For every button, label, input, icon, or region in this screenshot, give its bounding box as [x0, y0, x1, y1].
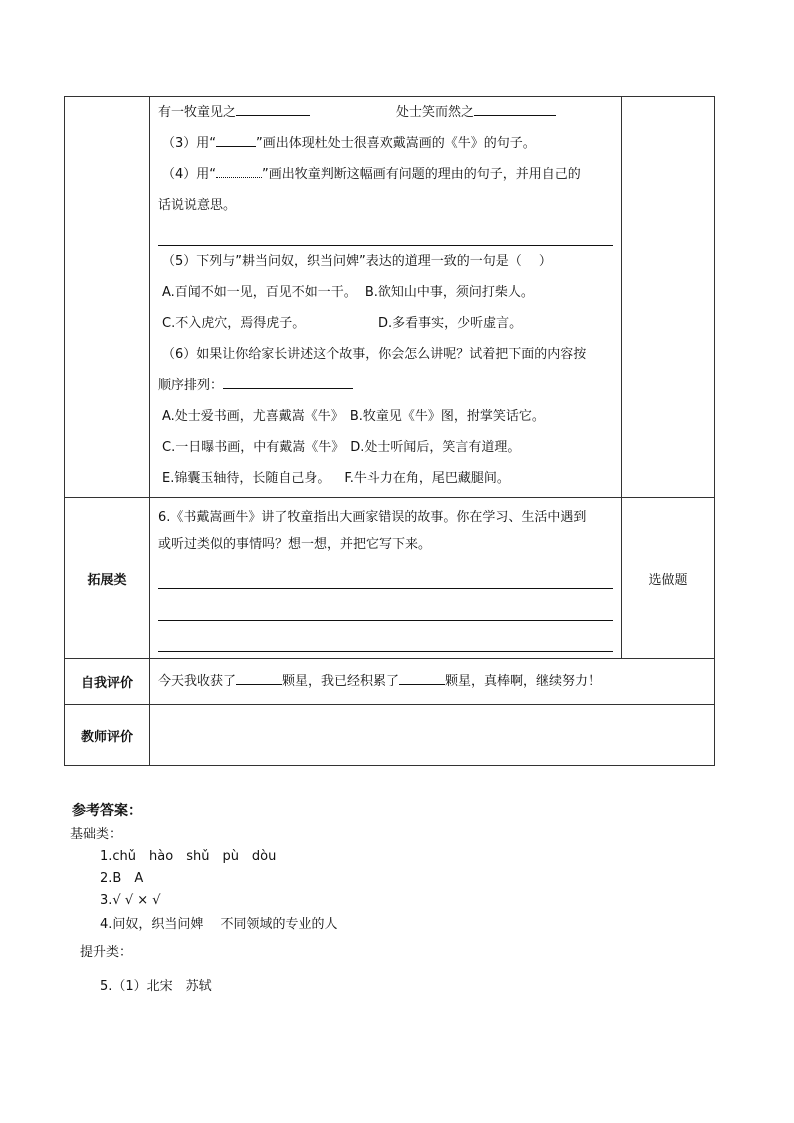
q4-line-2 — [158, 190, 613, 221]
q6-options-cd — [158, 432, 613, 463]
extension-text-line-2 — [158, 533, 613, 557]
q6-option-c: C.一日曝书画，中有戴嵩《牛》 — [162, 440, 345, 455]
answer-blank[interactable] — [474, 97, 556, 116]
answer-4: 4.问奴，织当问婢 不同领域的专业的人 — [100, 917, 338, 932]
straight-underline-mark — [216, 132, 256, 147]
q6-option-f: F.牛斗力在角，尾巴藏腿间。 — [344, 471, 510, 486]
questions-cell — [150, 97, 622, 498]
q5-text: （5）下列与”耕当问奴，织当问婢”表达的道理一致的一句是（ ） — [162, 254, 552, 269]
optional-note: 选做题 — [622, 498, 715, 659]
answer-1: 1.chǔ hào shǔ pù dòu — [100, 849, 277, 864]
answer-heading: 参考答案： — [72, 803, 142, 819]
q2-phrase-b-wrap — [396, 97, 556, 128]
q5-option-d[interactable]: D.多看事实，少听虚言。 — [378, 316, 523, 331]
table-row-teacher-eval — [65, 705, 715, 766]
table-row-self-eval — [65, 659, 715, 705]
q6-option-d: D.处士听闻后，笑言有道理。 — [350, 440, 521, 455]
extension-text: 6.《书戴嵩画牛》讲了牧童指出大画家错误的故事。你在学习、生活中遇到 — [158, 510, 587, 525]
q2-line — [158, 97, 613, 128]
q4-prefix: （4）用“ — [162, 167, 217, 182]
answer-5: 5.（1）北宋 苏轼 — [100, 979, 212, 994]
writing-line-3[interactable] — [158, 621, 613, 652]
q6-line — [158, 339, 613, 370]
order-answer-blank[interactable] — [223, 370, 353, 389]
extension-text-line-1 — [158, 502, 613, 533]
answer-key — [72, 800, 338, 1000]
q6-options-ab — [158, 401, 613, 432]
teacher-eval-cell[interactable] — [150, 705, 715, 766]
q6-option-a: A.处士爱书画，尤喜戴嵩《牛》 — [162, 409, 344, 424]
q5-options-ab — [158, 277, 613, 308]
stars-total-blank[interactable] — [399, 666, 445, 685]
stars-today-blank[interactable] — [236, 666, 282, 685]
self-eval-text-c: 颗星，真棒啊，继续努力！ — [445, 674, 602, 689]
q6-option-e: E.锦囊玉轴待，长随自己身。 — [162, 471, 331, 486]
advanced-label: 提升类： — [80, 945, 133, 960]
q6-options-ef — [158, 463, 613, 497]
table-row-extension — [65, 498, 715, 659]
q6-text: （6）如果让你给家长讲述这个故事，你会怎么讲呢？试着把下面的内容按 — [162, 347, 587, 362]
q5-option-c[interactable]: C.不入虎穴，焉得虎子。 — [162, 316, 306, 331]
answer-3: 3.√ √ × √ — [100, 893, 161, 908]
q2-phrase-a: 有一牧童见之 — [158, 105, 237, 120]
q4-line — [158, 159, 613, 190]
table-row-questions — [65, 97, 715, 498]
q4-writing-line[interactable] — [158, 221, 613, 246]
wavy-underline-mark — [216, 163, 262, 178]
note-cell-empty — [622, 97, 715, 498]
q5-option-b[interactable]: B.欲知山中事，须问打柴人。 — [364, 285, 534, 300]
writing-line-2[interactable] — [158, 589, 613, 621]
self-eval-line — [158, 666, 706, 697]
q4-text-cont: 话说说意思。 — [158, 198, 237, 213]
category-self-eval: 自我评价 — [65, 659, 150, 705]
q6-text-cont: 顺序排列： — [158, 378, 224, 393]
extension-cell — [150, 498, 622, 659]
answer-2: 2.B A — [100, 871, 144, 886]
extension-text-cont: 或听过类似的事情吗？想一想，并把它写下来。 — [158, 537, 432, 552]
q6-option-b: B.牧童见《牛》图，拊掌笑话它。 — [349, 409, 545, 424]
q2-phrase-b: 处士笑而然之 — [396, 105, 475, 120]
answer-blank[interactable] — [236, 97, 310, 116]
self-eval-cell — [150, 659, 715, 705]
q6-line-2 — [158, 370, 613, 401]
category-cell-empty — [65, 97, 150, 498]
worksheet-table — [64, 96, 715, 766]
q3-prefix: （3）用“ — [162, 136, 217, 151]
category-teacher-eval: 教师评价 — [65, 705, 150, 766]
q3-line — [158, 128, 613, 159]
basic-label: 基础类： — [70, 827, 123, 842]
q5-line — [158, 246, 613, 277]
self-eval-text-b: 颗星，我已经积累了 — [282, 674, 400, 689]
writing-line-1[interactable] — [158, 557, 613, 589]
q4-text: ”画出牧童判断这幅画有问题的理由的句子，并用自己的 — [262, 167, 581, 182]
q3-text: ”画出体现杜处士很喜欢戴嵩画的《牛》的句子。 — [256, 136, 536, 151]
q5-options-cd — [158, 308, 613, 339]
q5-option-a[interactable]: A.百闻不如一见，百见不如一干。 — [162, 285, 357, 300]
category-extension: 拓展类 — [65, 498, 150, 659]
self-eval-text-a: 今天我收获了 — [158, 674, 237, 689]
